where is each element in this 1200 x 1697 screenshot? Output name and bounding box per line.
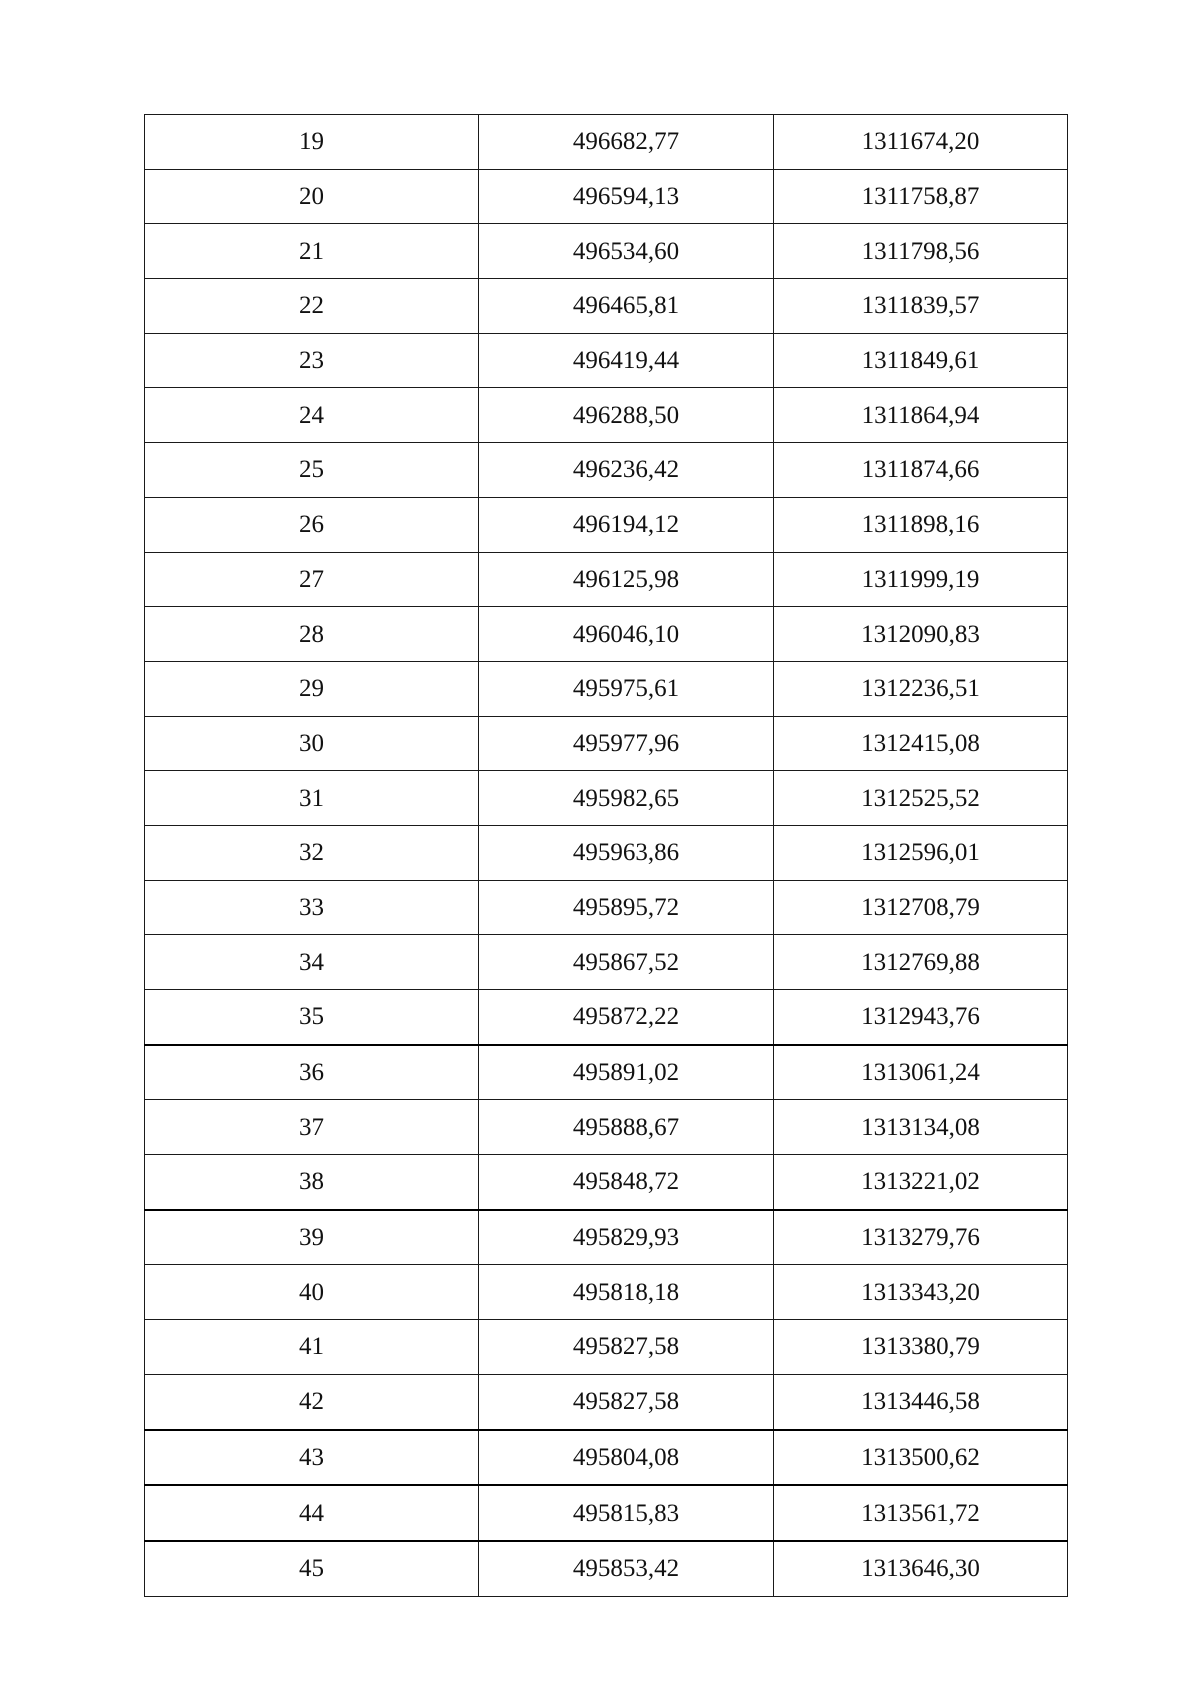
table-row xyxy=(145,607,1068,662)
x-coordinate-cell: 496194,12 xyxy=(479,497,774,552)
table-row xyxy=(145,1210,1068,1265)
point-number-cell: 31 xyxy=(145,771,479,826)
point-number-cell: 27 xyxy=(145,552,479,607)
table-row xyxy=(145,224,1068,279)
x-coordinate-cell: 495815,83 xyxy=(479,1485,774,1541)
table-row xyxy=(145,443,1068,498)
y-coordinate-cell: 1312943,76 xyxy=(774,990,1068,1045)
point-number-cell: 43 xyxy=(145,1430,479,1486)
y-coordinate-cell: 1313500,62 xyxy=(774,1430,1068,1486)
point-number-cell: 30 xyxy=(145,716,479,771)
x-coordinate-cell: 495867,52 xyxy=(479,935,774,990)
y-coordinate-cell: 1311864,94 xyxy=(774,388,1068,443)
point-number-cell: 25 xyxy=(145,443,479,498)
point-number-cell: 38 xyxy=(145,1155,479,1210)
point-number-cell: 36 xyxy=(145,1045,479,1100)
x-coordinate-cell: 496419,44 xyxy=(479,333,774,388)
y-coordinate-cell: 1312415,08 xyxy=(774,716,1068,771)
point-number-cell: 34 xyxy=(145,935,479,990)
y-coordinate-cell: 1311999,19 xyxy=(774,552,1068,607)
point-number-cell: 40 xyxy=(145,1265,479,1320)
table-row xyxy=(145,990,1068,1045)
table-row xyxy=(145,388,1068,443)
table-row xyxy=(145,1155,1068,1210)
y-coordinate-cell: 1312708,79 xyxy=(774,880,1068,935)
y-coordinate-cell: 1312769,88 xyxy=(774,935,1068,990)
x-coordinate-cell: 495982,65 xyxy=(479,771,774,826)
table-row xyxy=(145,1485,1068,1541)
coordinates-table-body xyxy=(145,115,1068,1597)
y-coordinate-cell: 1311849,61 xyxy=(774,333,1068,388)
table-row xyxy=(145,1374,1068,1429)
y-coordinate-cell: 1312090,83 xyxy=(774,607,1068,662)
y-coordinate-cell: 1312525,52 xyxy=(774,771,1068,826)
point-number-cell: 22 xyxy=(145,279,479,334)
x-coordinate-cell: 496465,81 xyxy=(479,279,774,334)
x-coordinate-cell: 495829,93 xyxy=(479,1210,774,1265)
point-number-cell: 20 xyxy=(145,169,479,224)
x-coordinate-cell: 495872,22 xyxy=(479,990,774,1045)
x-coordinate-cell: 496125,98 xyxy=(479,552,774,607)
y-coordinate-cell: 1311839,57 xyxy=(774,279,1068,334)
x-coordinate-cell: 496236,42 xyxy=(479,443,774,498)
x-coordinate-cell: 495827,58 xyxy=(479,1320,774,1375)
y-coordinate-cell: 1313561,72 xyxy=(774,1485,1068,1541)
y-coordinate-cell: 1311898,16 xyxy=(774,497,1068,552)
point-number-cell: 35 xyxy=(145,990,479,1045)
point-number-cell: 39 xyxy=(145,1210,479,1265)
y-coordinate-cell: 1311874,66 xyxy=(774,443,1068,498)
x-coordinate-cell: 496046,10 xyxy=(479,607,774,662)
table-row xyxy=(145,661,1068,716)
x-coordinate-cell: 496594,13 xyxy=(479,169,774,224)
y-coordinate-cell: 1311674,20 xyxy=(774,115,1068,170)
y-coordinate-cell: 1312236,51 xyxy=(774,661,1068,716)
table-row xyxy=(145,880,1068,935)
coordinates-table xyxy=(144,114,1068,1597)
table-row xyxy=(145,1045,1068,1100)
x-coordinate-cell: 496288,50 xyxy=(479,388,774,443)
table-row xyxy=(145,1541,1068,1596)
point-number-cell: 19 xyxy=(145,115,479,170)
table-row xyxy=(145,497,1068,552)
y-coordinate-cell: 1311758,87 xyxy=(774,169,1068,224)
table-row xyxy=(145,1320,1068,1375)
table-row xyxy=(145,169,1068,224)
y-coordinate-cell: 1313380,79 xyxy=(774,1320,1068,1375)
y-coordinate-cell: 1311798,56 xyxy=(774,224,1068,279)
x-coordinate-cell: 495818,18 xyxy=(479,1265,774,1320)
point-number-cell: 23 xyxy=(145,333,479,388)
y-coordinate-cell: 1313343,20 xyxy=(774,1265,1068,1320)
x-coordinate-cell: 495804,08 xyxy=(479,1430,774,1486)
point-number-cell: 37 xyxy=(145,1100,479,1155)
y-coordinate-cell: 1313061,24 xyxy=(774,1045,1068,1100)
table-row xyxy=(145,552,1068,607)
table-row xyxy=(145,825,1068,880)
y-coordinate-cell: 1313646,30 xyxy=(774,1541,1068,1596)
point-number-cell: 44 xyxy=(145,1485,479,1541)
y-coordinate-cell: 1313134,08 xyxy=(774,1100,1068,1155)
table-row xyxy=(145,716,1068,771)
table-row xyxy=(145,771,1068,826)
y-coordinate-cell: 1313221,02 xyxy=(774,1155,1068,1210)
x-coordinate-cell: 496534,60 xyxy=(479,224,774,279)
x-coordinate-cell: 496682,77 xyxy=(479,115,774,170)
x-coordinate-cell: 495848,72 xyxy=(479,1155,774,1210)
table-row xyxy=(145,1265,1068,1320)
table-row xyxy=(145,279,1068,334)
table-row xyxy=(145,1430,1068,1486)
y-coordinate-cell: 1312596,01 xyxy=(774,825,1068,880)
point-number-cell: 45 xyxy=(145,1541,479,1596)
x-coordinate-cell: 495827,58 xyxy=(479,1374,774,1429)
x-coordinate-cell: 495888,67 xyxy=(479,1100,774,1155)
x-coordinate-cell: 495895,72 xyxy=(479,880,774,935)
x-coordinate-cell: 495975,61 xyxy=(479,661,774,716)
x-coordinate-cell: 495977,96 xyxy=(479,716,774,771)
point-number-cell: 33 xyxy=(145,880,479,935)
point-number-cell: 41 xyxy=(145,1320,479,1375)
y-coordinate-cell: 1313446,58 xyxy=(774,1374,1068,1429)
table-row xyxy=(145,1100,1068,1155)
point-number-cell: 42 xyxy=(145,1374,479,1429)
point-number-cell: 26 xyxy=(145,497,479,552)
point-number-cell: 32 xyxy=(145,825,479,880)
point-number-cell: 28 xyxy=(145,607,479,662)
x-coordinate-cell: 495853,42 xyxy=(479,1541,774,1596)
point-number-cell: 21 xyxy=(145,224,479,279)
x-coordinate-cell: 495963,86 xyxy=(479,825,774,880)
x-coordinate-cell: 495891,02 xyxy=(479,1045,774,1100)
table-row xyxy=(145,115,1068,170)
table-row xyxy=(145,935,1068,990)
point-number-cell: 29 xyxy=(145,661,479,716)
y-coordinate-cell: 1313279,76 xyxy=(774,1210,1068,1265)
table-row xyxy=(145,333,1068,388)
point-number-cell: 24 xyxy=(145,388,479,443)
